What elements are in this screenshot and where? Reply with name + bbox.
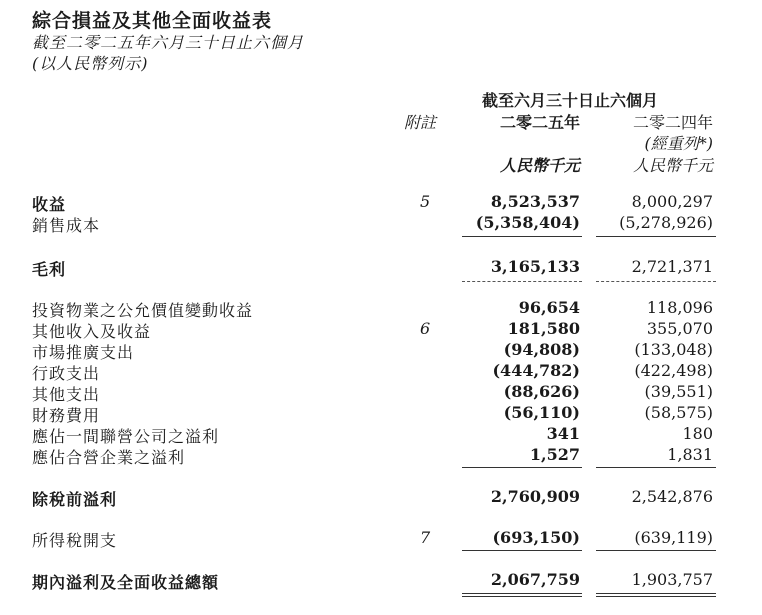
total-double-rule-2025-bottom xyxy=(462,596,582,597)
row-note: 6 xyxy=(420,319,431,338)
row-label: 毛利 xyxy=(32,260,67,279)
row-label: 其他收入及收益 xyxy=(32,322,152,341)
table-row xyxy=(0,445,762,466)
value-2025: (444,782) xyxy=(492,361,580,380)
statement-period: 截至二零二五年六月三十日止六個月 xyxy=(32,33,305,52)
row-note: 5 xyxy=(420,192,431,211)
row-label: 應佔合營企業之溢利 xyxy=(32,448,186,467)
subtotal-rule-2024 xyxy=(596,550,716,551)
value-2024: 2,721,371 xyxy=(631,257,713,276)
row-label: 財務費用 xyxy=(32,406,101,425)
subtotal-rule-2024 xyxy=(596,236,716,237)
row-label: 投資物業之公允價值變動收益 xyxy=(32,301,254,320)
total-double-rule-2024-top xyxy=(596,593,716,594)
value-2024: (5,278,926) xyxy=(619,213,713,232)
value-2025: 1,527 xyxy=(529,445,580,464)
value-2025: 341 xyxy=(546,424,580,443)
value-2024: 118,096 xyxy=(646,298,713,317)
value-2025: 3,165,133 xyxy=(490,257,580,276)
table-row xyxy=(0,213,762,234)
value-2025: 2,067,759 xyxy=(490,570,580,589)
table-row xyxy=(0,528,762,549)
value-2024: 1,903,757 xyxy=(631,570,713,589)
value-2025: 8,523,537 xyxy=(490,192,580,211)
unit-2024-header: 人民幣千元 xyxy=(632,156,713,175)
row-label: 行政支出 xyxy=(32,364,101,383)
subtotal-rule-2025 xyxy=(462,236,582,237)
value-2025: (88,626) xyxy=(503,382,580,401)
value-2025: 181,580 xyxy=(507,319,580,338)
table-row xyxy=(0,382,762,403)
note-column-header: 附註 xyxy=(404,113,437,132)
value-2025: (94,808) xyxy=(503,340,580,359)
value-2024: (58,575) xyxy=(644,403,713,422)
subtotal-rule-2025 xyxy=(462,467,582,468)
value-2024: 180 xyxy=(682,424,713,443)
value-2024: (422,498) xyxy=(634,361,713,380)
value-2024: 8,000,297 xyxy=(631,192,713,211)
row-label: 除稅前溢利 xyxy=(32,490,118,509)
dashed-rule-2024 xyxy=(596,281,716,282)
value-2024: (133,048) xyxy=(634,340,713,359)
row-label: 應佔一間聯營公司之溢利 xyxy=(32,427,220,446)
table-row xyxy=(0,319,762,340)
row-label: 收益 xyxy=(32,195,67,214)
table-row xyxy=(0,192,762,213)
value-2024: (39,551) xyxy=(644,382,713,401)
value-2024: 355,070 xyxy=(646,319,713,338)
value-2025: (56,110) xyxy=(503,403,580,422)
table-row xyxy=(0,403,762,424)
unit-2025-header: 人民幣千元 xyxy=(499,156,580,175)
value-2025: 96,654 xyxy=(518,298,580,317)
value-2025: (5,358,404) xyxy=(475,213,580,232)
restated-note: (經重列*) xyxy=(644,134,713,153)
dashed-rule-2025 xyxy=(462,281,582,282)
row-label: 銷售成本 xyxy=(32,216,101,235)
table-row xyxy=(0,340,762,361)
row-label: 所得稅開支 xyxy=(32,531,118,550)
subtotal-rule-2024 xyxy=(596,467,716,468)
statement-title: 綜合損益及其他全面收益表 xyxy=(32,10,273,32)
year-2024-header: 二零二四年 xyxy=(632,113,713,132)
row-note: 7 xyxy=(420,528,431,547)
table-row xyxy=(0,570,762,591)
period-header: 截至六月三十日止六個月 xyxy=(482,91,659,110)
statement-currency: (以人民幣列示) xyxy=(32,54,149,73)
value-2024: (639,119) xyxy=(634,528,713,547)
value-2025: 2,760,909 xyxy=(490,487,580,506)
table-row xyxy=(0,298,762,319)
subtotal-rule-2025 xyxy=(462,550,582,551)
table-row xyxy=(0,361,762,382)
table-row xyxy=(0,257,762,278)
row-label: 期內溢利及全面收益總額 xyxy=(32,573,220,592)
value-2025: (693,150) xyxy=(492,528,580,547)
year-2025-header: 二零二五年 xyxy=(499,113,580,132)
value-2024: 2,542,876 xyxy=(631,487,713,506)
row-label: 其他支出 xyxy=(32,385,101,404)
value-2024: 1,831 xyxy=(667,445,713,464)
table-row xyxy=(0,424,762,445)
total-double-rule-2024-bottom xyxy=(596,596,716,597)
row-label: 市場推廣支出 xyxy=(32,343,135,362)
total-double-rule-2025-top xyxy=(462,593,582,594)
table-row xyxy=(0,487,762,508)
